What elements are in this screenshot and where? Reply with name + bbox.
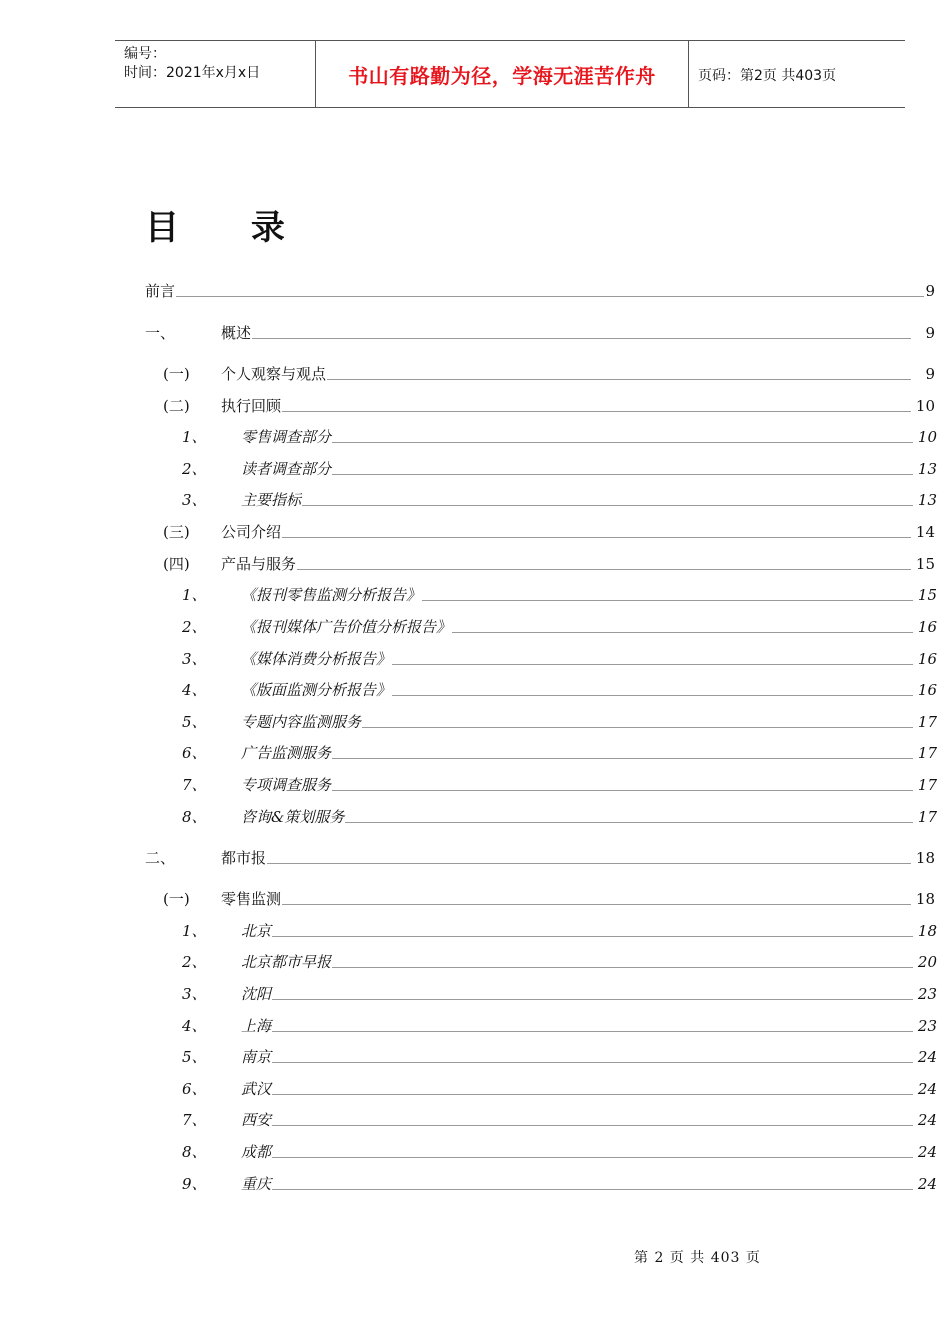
toc-entry-label: 零售监测	[221, 890, 282, 908]
toc-entry-page: 10	[915, 397, 935, 415]
toc-entry-page: 17	[917, 808, 937, 826]
toc-entry-label: 沈阳	[241, 985, 272, 1003]
toc-entry[interactable]	[0, 677, 950, 699]
toc-entry-page: 24	[917, 1143, 937, 1161]
toc-entry-page: 16	[917, 650, 937, 668]
serial-label: 编号：	[124, 46, 166, 62]
header-meta	[115, 41, 316, 108]
toc-entry-page: 9	[925, 282, 935, 300]
toc-entry[interactable]	[0, 981, 950, 1003]
toc-entry-label: 公司介绍	[221, 523, 282, 541]
toc-entry-label: 西安	[241, 1111, 272, 1129]
toc-entry-label: 概述	[221, 324, 252, 342]
toc-entry[interactable]	[0, 918, 950, 940]
toc-leader-line	[221, 411, 911, 412]
toc-entry-label: 北京	[241, 922, 272, 940]
toc-entry[interactable]	[0, 740, 950, 762]
toc-entry-number: (一)	[163, 365, 190, 383]
toc-entry-number: 5、	[182, 1048, 207, 1066]
toc-entry[interactable]	[0, 487, 950, 509]
toc-entry-page: 24	[917, 1048, 937, 1066]
toc-entry-page: 18	[917, 922, 937, 940]
toc-entry-label: 读者调查部分	[241, 460, 332, 478]
toc-entry-page: 18	[915, 849, 935, 867]
toc-entry-page: 17	[917, 713, 937, 731]
toc-entry[interactable]	[0, 361, 950, 383]
toc-entry[interactable]	[0, 1107, 950, 1129]
toc-entry[interactable]	[0, 845, 950, 867]
toc-entry-page: 16	[917, 681, 937, 699]
toc-entry[interactable]	[0, 456, 950, 478]
toc-entry[interactable]	[0, 804, 950, 826]
toc-leader-line	[241, 474, 913, 475]
toc-entry-page: 9	[925, 324, 935, 342]
toc-entry[interactable]	[0, 646, 950, 668]
toc-entry[interactable]	[0, 1044, 950, 1066]
toc-entry-number: 4、	[182, 1017, 207, 1035]
toc-entry-number: 7、	[182, 1111, 207, 1129]
toc-entry-page: 15	[917, 586, 937, 604]
toc-leader-line	[241, 790, 913, 791]
toc-entry-number: 8、	[182, 1143, 207, 1161]
toc-entry-label: 上海	[241, 1017, 272, 1035]
toc-entry-page: 16	[917, 618, 937, 636]
toc-entry-number: 3、	[182, 985, 207, 1003]
toc-leader-line	[241, 1189, 913, 1190]
toc-entry-number: (三)	[163, 523, 190, 541]
header-motto: 书山有路勤为径，学海无涯苦作舟	[316, 41, 689, 108]
toc-entry[interactable]	[0, 582, 950, 604]
toc-entry-page: 15	[915, 555, 935, 573]
toc-entry-label: 成都	[241, 1143, 272, 1161]
toc-entry-page: 20	[917, 953, 937, 971]
toc-entry-number: 1、	[182, 922, 207, 940]
toc-entry-label: 个人观察与观点	[221, 365, 327, 383]
toc-leader-line	[241, 1157, 913, 1158]
toc-entry-number: 2、	[182, 953, 207, 971]
toc-entry-number: 6、	[182, 1080, 207, 1098]
toc-entry[interactable]	[0, 519, 950, 541]
toc-entry-label: 重庆	[241, 1175, 272, 1193]
toc-entry-label: 《版面监测分析报告》	[241, 681, 392, 699]
toc-entry-number: (二)	[163, 397, 190, 415]
toc-leader-line	[241, 1062, 913, 1063]
toc-leader-line	[145, 296, 925, 297]
toc-entry[interactable]	[0, 393, 950, 415]
toc-leader-line	[241, 1125, 913, 1126]
toc-entry-number: 9、	[182, 1175, 207, 1193]
toc-entry[interactable]	[0, 1139, 950, 1161]
page-footer: 第 2 页 共 403 页	[634, 1250, 761, 1266]
toc-entry-label: 前言	[145, 282, 176, 300]
toc-entry-page: 24	[917, 1111, 937, 1129]
toc-entry-number: 2、	[182, 460, 207, 478]
toc-entry-label: 《报刊零售监测分析报告》	[241, 586, 422, 604]
toc-entry-label: 专项调查服务	[241, 776, 332, 794]
toc-entry[interactable]	[0, 320, 950, 342]
toc-entry-number: 1、	[182, 428, 207, 446]
toc-entry-label: 都市报	[221, 849, 267, 867]
toc-entry-number: 一、	[145, 324, 176, 342]
toc-entry-page: 17	[917, 744, 937, 762]
toc-entry[interactable]	[0, 614, 950, 636]
toc-entry[interactable]	[0, 424, 950, 446]
toc-entry-page: 13	[917, 491, 937, 509]
toc-entry-label: 南京	[241, 1048, 272, 1066]
toc-entry-label: 产品与服务	[221, 555, 297, 573]
toc-leader-line	[221, 569, 911, 570]
toc-entry-label: 专题内容监测服务	[241, 713, 362, 731]
toc-entry[interactable]	[0, 886, 950, 908]
toc-entry-page: 13	[917, 460, 937, 478]
header-page-info: 页码：第2页 共403页	[698, 67, 837, 84]
toc-entry-number: 2、	[182, 618, 207, 636]
toc-leader-line	[241, 442, 913, 443]
toc-entry-label: 零售调查部分	[241, 428, 332, 446]
toc-entry-label: 《报刊媒体广告价值分析报告》	[241, 618, 452, 636]
time-label: 时间：2021年x月x日	[124, 65, 261, 81]
toc-entry-label: 广告监测服务	[241, 744, 332, 762]
toc-leader-line	[241, 1031, 913, 1032]
toc-entry-page: 24	[917, 1175, 937, 1193]
toc-entry-page: 24	[917, 1080, 937, 1098]
toc-entry-number: 二、	[145, 849, 176, 867]
toc-entry-page: 23	[917, 985, 937, 1003]
toc-leader-line	[241, 758, 913, 759]
toc-leader-line	[241, 1094, 913, 1095]
toc-entry[interactable]	[0, 772, 950, 794]
toc-entry[interactable]	[0, 278, 950, 300]
toc-entry-page: 14	[915, 523, 935, 541]
toc-entry[interactable]	[0, 949, 950, 971]
toc-entry[interactable]	[0, 1171, 950, 1193]
toc-entry-number: 6、	[182, 744, 207, 762]
toc-entry-page: 10	[917, 428, 937, 446]
toc-entry-number: 5、	[182, 713, 207, 731]
toc-entry-label: 执行回顾	[221, 397, 282, 415]
toc-leader-line	[241, 505, 913, 506]
toc-leader-line	[221, 904, 911, 905]
toc-entry[interactable]	[0, 551, 950, 573]
toc-leader-line	[241, 999, 913, 1000]
toc-entry-number: (四)	[163, 555, 190, 573]
toc-leader-line	[241, 936, 913, 937]
toc-entry-page: 23	[917, 1017, 937, 1035]
toc-entry[interactable]	[0, 1076, 950, 1098]
toc-entry-page: 18	[915, 890, 935, 908]
toc-entry-label: 《媒体消费分析报告》	[241, 650, 392, 668]
toc-entry-label: 武汉	[241, 1080, 272, 1098]
toc-entry-number: (一)	[163, 890, 190, 908]
toc-entry-number: 3、	[182, 650, 207, 668]
toc-leader-line	[221, 863, 911, 864]
page-header	[115, 40, 905, 108]
toc-entry[interactable]	[0, 1013, 950, 1035]
toc-leader-line	[221, 537, 911, 538]
toc-entry-number: 8、	[182, 808, 207, 826]
toc-entry[interactable]	[0, 709, 950, 731]
toc-entry-label: 主要指标	[241, 491, 302, 509]
toc-leader-line	[221, 338, 911, 339]
toc-entry-number: 4、	[182, 681, 207, 699]
toc-entry-page: 17	[917, 776, 937, 794]
toc-entry-page: 9	[925, 365, 935, 383]
toc-entry-number: 7、	[182, 776, 207, 794]
toc-leader-line	[241, 967, 913, 968]
toc-entry-number: 1、	[182, 586, 207, 604]
page-title: 目 录	[145, 208, 315, 248]
toc-entry-label: 北京都市早报	[241, 953, 332, 971]
toc-entry-number: 3、	[182, 491, 207, 509]
toc-entry-label: 咨询&策划服务	[241, 808, 345, 826]
